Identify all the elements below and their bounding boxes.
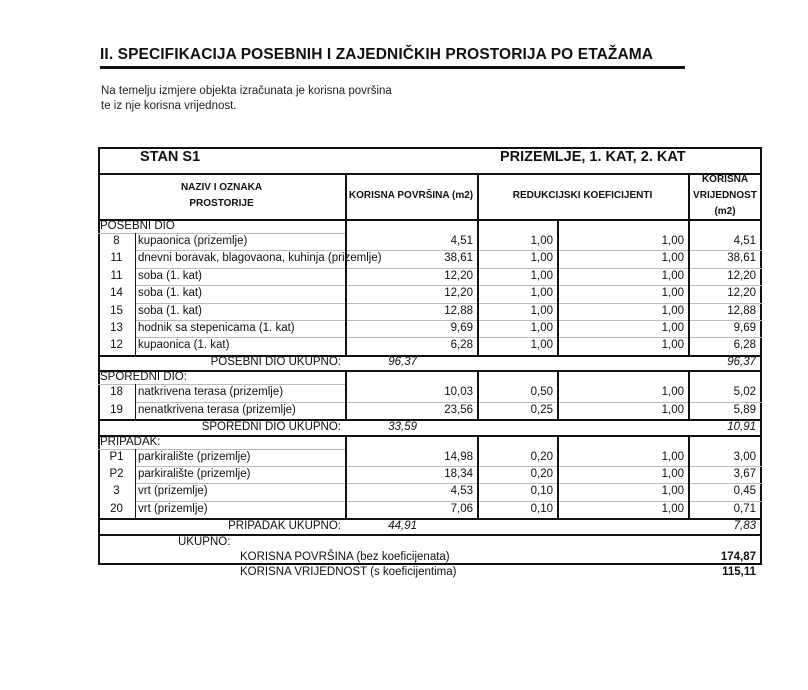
room-name: nenatkrivena terasa (prizemlje) <box>138 403 296 416</box>
room-area: 7,06 <box>450 502 473 515</box>
summary-value-label: KORISNA VRIJEDNOST (s koeficijentima) <box>240 565 457 578</box>
summary-area-total: 174,87 <box>720 550 756 563</box>
room-coef-2: 1,00 <box>661 339 684 352</box>
section-total-value: 96,37 <box>727 356 756 369</box>
room-value: 5,02 <box>733 386 756 399</box>
room-value: 3,67 <box>733 468 756 480</box>
id-column-divider <box>135 384 136 419</box>
room-area: 4,51 <box>450 235 473 247</box>
floors-label: PRIZEMLJE, 1. KAT, 2. KAT <box>500 149 686 165</box>
room-id: 19 <box>110 403 123 416</box>
intro-line-1: Na temelju izmjere objekta izračunata je korisna površina <box>101 85 392 97</box>
room-coef-2: 1,00 <box>661 485 684 498</box>
room-coef-1: 1,00 <box>530 304 553 317</box>
area-column-divider <box>477 370 479 419</box>
room-coef-1: 1,00 <box>530 235 553 247</box>
coef-column-divider <box>557 435 559 519</box>
room-coef-2: 1,00 <box>661 304 684 317</box>
room-name: soba (1. kat) <box>138 287 202 300</box>
room-value: 12,20 <box>727 269 756 282</box>
room-area: 14,98 <box>444 450 473 463</box>
area-column-divider <box>477 219 479 355</box>
section-label: SPOREDNI DIO: <box>100 371 187 384</box>
room-coef-1: 0,25 <box>530 403 553 416</box>
room-id: 18 <box>110 386 123 399</box>
room-id: 11 <box>110 252 123 265</box>
section-total-label: PRIPADAK UKUPNO: <box>228 519 341 532</box>
name-column-divider <box>345 370 347 419</box>
room-coef-2: 1,00 <box>661 287 684 300</box>
room-area: 23,56 <box>444 403 473 416</box>
room-id: 11 <box>110 269 123 282</box>
room-area: 10,03 <box>444 386 473 399</box>
coef-column-divider <box>557 219 559 355</box>
room-name: soba (1. kat) <box>138 304 202 317</box>
name-column-divider <box>345 435 347 519</box>
room-coef-1: 0,20 <box>530 450 553 463</box>
room-name: soba (1. kat) <box>138 269 202 282</box>
room-coef-1: 0,10 <box>530 485 553 498</box>
room-area: 12,20 <box>444 287 473 300</box>
room-coef-1: 0,20 <box>530 468 553 480</box>
room-coef-2: 1,00 <box>661 403 684 416</box>
header-value-line-1: KORISNA <box>701 174 749 185</box>
room-area: 9,69 <box>450 322 473 334</box>
room-area: 6,28 <box>450 339 473 352</box>
intro-line-2: te iz nje korisna vrijednost. <box>101 100 237 112</box>
room-name: vrt (prizemlje) <box>138 485 208 498</box>
id-column-divider <box>135 233 136 355</box>
room-name: parkiralište (prizemlje) <box>138 450 251 463</box>
header-value-line-2: VRIJEDNOST <box>693 190 757 201</box>
section-total-label: POSEBNI DIO UKUPNO: <box>210 356 341 369</box>
title-row-divider <box>98 173 762 175</box>
header-name-line-2: PROSTORIJE <box>189 198 254 209</box>
room-coef-2: 1,00 <box>661 468 684 480</box>
unit-label: STAN S1 <box>140 149 201 165</box>
room-name: hodnik sa stepenicama (1. kat) <box>138 322 295 334</box>
room-name: kupaonica (1. kat) <box>138 339 230 352</box>
room-value: 12,88 <box>727 304 756 317</box>
summary-label: UKUPNO: <box>178 535 231 548</box>
room-id: 3 <box>113 485 120 498</box>
value-column-divider <box>688 370 690 419</box>
section-label: PRIPADAK: <box>100 435 161 448</box>
value-column-divider <box>688 435 690 519</box>
room-id: P1 <box>109 450 124 463</box>
id-column-divider <box>135 449 136 519</box>
room-coef-2: 1,00 <box>661 252 684 265</box>
room-name: parkiralište (prizemlje) <box>138 468 251 480</box>
room-coef-1: 1,00 <box>530 269 553 282</box>
room-id: P2 <box>109 468 124 480</box>
room-value: 4,51 <box>733 235 756 247</box>
summary-area-label: KORISNA POVRŠINA (bez koeficijenata) <box>240 550 450 563</box>
room-coef-2: 1,00 <box>661 502 684 515</box>
value-column-divider <box>688 219 690 355</box>
room-id: 8 <box>113 235 120 247</box>
room-coef-2: 1,00 <box>661 450 684 463</box>
header-name-line-1: NAZIV I OZNAKA <box>180 182 263 193</box>
coef-column-divider <box>557 370 559 419</box>
room-name: natkrivena terasa (prizemlje) <box>138 386 284 399</box>
section-label: POSEBNI DIO <box>100 220 175 232</box>
room-id: 12 <box>110 339 123 352</box>
section-total-area: 44,91 <box>388 519 417 532</box>
room-value: 0,71 <box>733 502 756 515</box>
header-coefficients: REDUKCIJSKI KOEFICIJENTI <box>512 190 653 201</box>
room-coef-1: 1,00 <box>530 322 553 334</box>
room-coef-1: 0,50 <box>530 386 553 399</box>
room-value: 9,69 <box>733 322 756 334</box>
room-name: vrt (prizemlje) <box>138 502 208 515</box>
room-id: 13 <box>110 322 123 334</box>
room-area: 18,34 <box>444 468 473 480</box>
room-coef-1: 1,00 <box>530 252 553 265</box>
name-column-divider <box>345 219 347 355</box>
room-name: dnevni boravak, blagovaona, kuhinja (prizemlje) <box>138 252 382 265</box>
room-value: 38,61 <box>727 252 756 265</box>
room-area: 12,88 <box>444 304 473 317</box>
title-underline <box>100 66 685 69</box>
section-total-value: 10,91 <box>727 420 756 433</box>
room-coef-1: 1,00 <box>530 339 553 352</box>
room-coef-1: 0,10 <box>530 502 553 515</box>
document-title: II. SPECIFIKACIJA POSEBNIH I ZAJEDNIČKIH PROSTORIJA PO ETAŽAMA <box>100 46 654 63</box>
room-name: kupaonica (prizemlje) <box>138 235 248 247</box>
room-id: 20 <box>110 502 123 515</box>
room-area: 38,61 <box>444 252 473 265</box>
section-total-value: 7,83 <box>733 519 756 532</box>
room-value: 12,20 <box>727 287 756 300</box>
summary-value-total: 115,11 <box>722 565 756 578</box>
section-total-area: 96,37 <box>388 356 417 369</box>
room-id: 15 <box>110 304 123 317</box>
header-area: KORISNA POVRŠINA (m2) <box>348 190 474 201</box>
specification-table <box>98 147 762 578</box>
room-coef-2: 1,00 <box>661 269 684 282</box>
room-area: 4,53 <box>450 485 473 498</box>
room-area: 12,20 <box>444 269 473 282</box>
room-coef-2: 1,00 <box>661 322 684 334</box>
room-coef-2: 1,00 <box>661 386 684 399</box>
room-value: 0,45 <box>733 485 756 498</box>
room-value: 3,00 <box>733 450 756 463</box>
room-value: 6,28 <box>733 339 756 352</box>
area-column-divider <box>477 435 479 519</box>
section-total-label: SPOREDNI DIO UKUPNO: <box>201 420 341 433</box>
room-coef-1: 1,00 <box>530 287 553 300</box>
header-value-line-3: (m2) <box>714 206 736 217</box>
room-id: 14 <box>110 287 123 300</box>
room-coef-2: 1,00 <box>661 235 684 247</box>
section-total-area: 33,59 <box>388 420 417 433</box>
room-value: 5,89 <box>733 403 756 416</box>
